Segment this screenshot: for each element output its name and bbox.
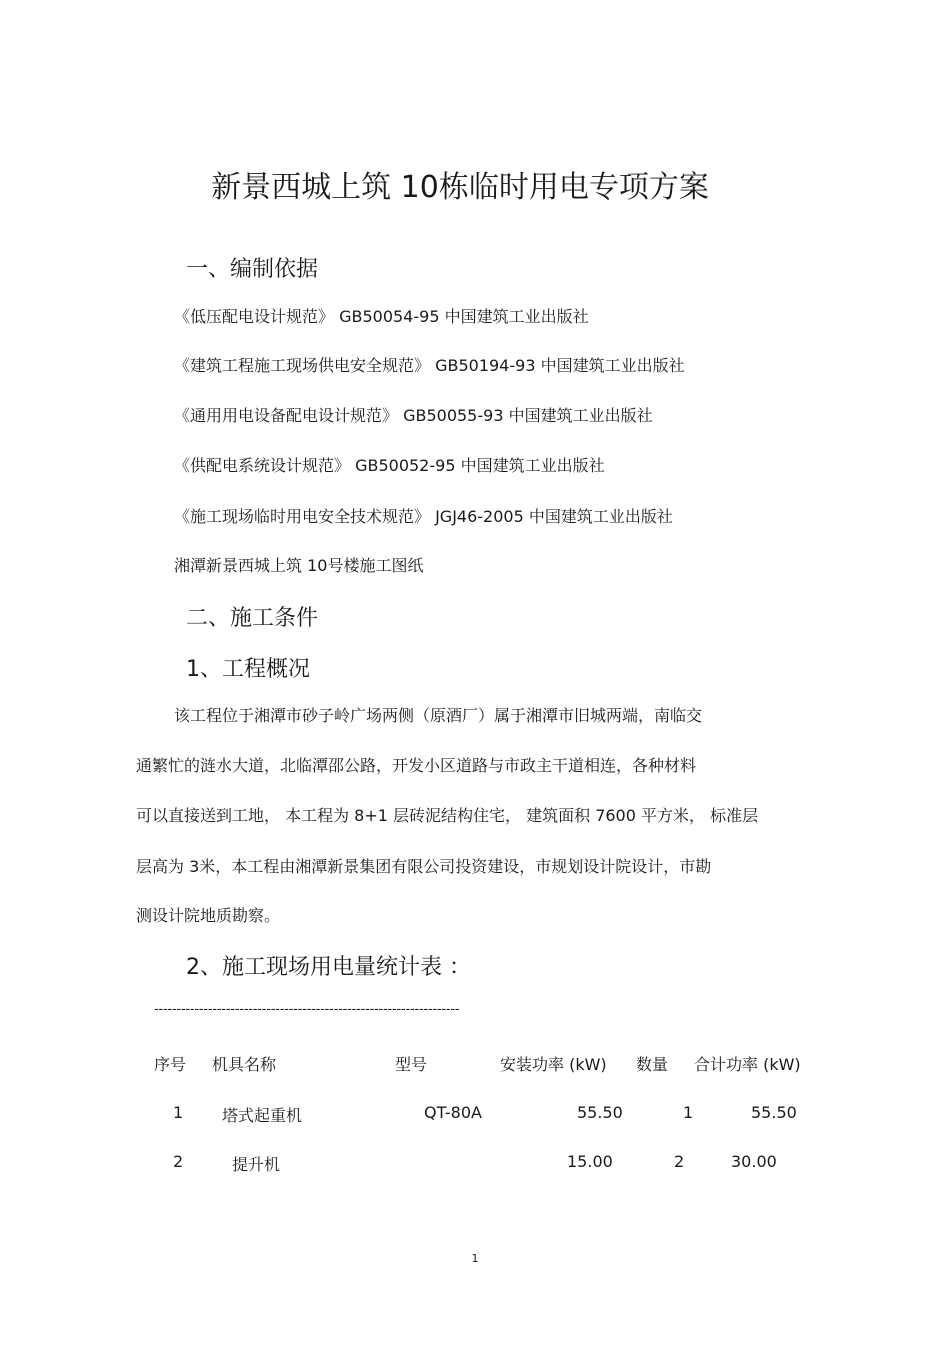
- overview-paragraph-line: 测设计院地质勘察。: [136, 906, 281, 925]
- table-cell-installed-power: 15.00: [567, 1152, 613, 1171]
- overview-paragraph-line: 该工程位于湘潭市砂子岭广场两侧（原酒厂）属于湘潭市旧城两端，南临交: [174, 706, 703, 725]
- table-header-index: 序号: [154, 1055, 187, 1074]
- table-header-name: 机具名称: [212, 1055, 277, 1074]
- section-heading-basis: 一、编制依据: [186, 257, 319, 282]
- table-header-installed-power: 安装功率 (kW): [500, 1055, 607, 1074]
- table-cell-total-power: 55.50: [751, 1103, 797, 1122]
- table-cell-quantity: 1: [683, 1103, 694, 1122]
- reference-item: 《施工现场临时用电安全技术规范》 JGJ46-2005 中国建筑工业出版社: [174, 507, 673, 526]
- table-cell-installed-power: 55.50: [577, 1103, 623, 1122]
- table-cell-index: 1: [173, 1103, 184, 1122]
- table-cell-name: 提升机: [232, 1155, 281, 1174]
- table-header-total-power: 合计功率 (kW): [694, 1055, 801, 1074]
- table-cell-name: 塔式起重机: [222, 1106, 303, 1125]
- reference-item: 湘潭新景西城上筑 10号楼施工图纸: [174, 556, 424, 575]
- reference-item: 《通用用电设备配电设计规范》 GB50055-93 中国建筑工业出版社: [174, 406, 653, 425]
- table-cell-model: QT-80A: [424, 1103, 482, 1122]
- table-header-model: 型号: [395, 1055, 428, 1074]
- subsection-heading-overview: 1、工程概况: [186, 657, 310, 682]
- table-cell-index: 2: [173, 1152, 184, 1171]
- overview-paragraph-line: 层高为 3米，本工程由湘潭新景集团有限公司投资建设，市规划设计院设计，市勘: [136, 857, 712, 876]
- table-cell-quantity: 2: [674, 1152, 685, 1171]
- reference-item: 《低压配电设计规范》 GB50054-95 中国建筑工业出版社: [174, 307, 589, 326]
- page-number: 1: [471, 1252, 479, 1265]
- overview-paragraph-line: 通繁忙的涟水大道，北临潭邵公路，开发小区道路与市政主干道相连，各种材料: [136, 756, 697, 775]
- subsection-heading-power-table: 2、施工现场用电量统计表 ：: [186, 955, 471, 980]
- reference-item: 《建筑工程施工现场供电安全规范》 GB50194-93 中国建筑工业出版社: [174, 356, 685, 375]
- reference-item: 《供配电系统设计规范》 GB50052-95 中国建筑工业出版社: [174, 456, 605, 475]
- dashed-separator: --------------------------------------------------------------------: [154, 1002, 460, 1017]
- page-title: 新景西城上筑 10栋临时用电专项方案: [211, 170, 709, 205]
- table-cell-total-power: 30.00: [731, 1152, 777, 1171]
- table-header-quantity: 数量: [636, 1055, 669, 1074]
- overview-paragraph-line: 可以直接送到工地， 本工程为 8+1 层砖泥结构住宅， 建筑面积 7600 平方米， 标准层: [136, 806, 759, 825]
- section-heading-conditions: 二、施工条件: [186, 606, 319, 631]
